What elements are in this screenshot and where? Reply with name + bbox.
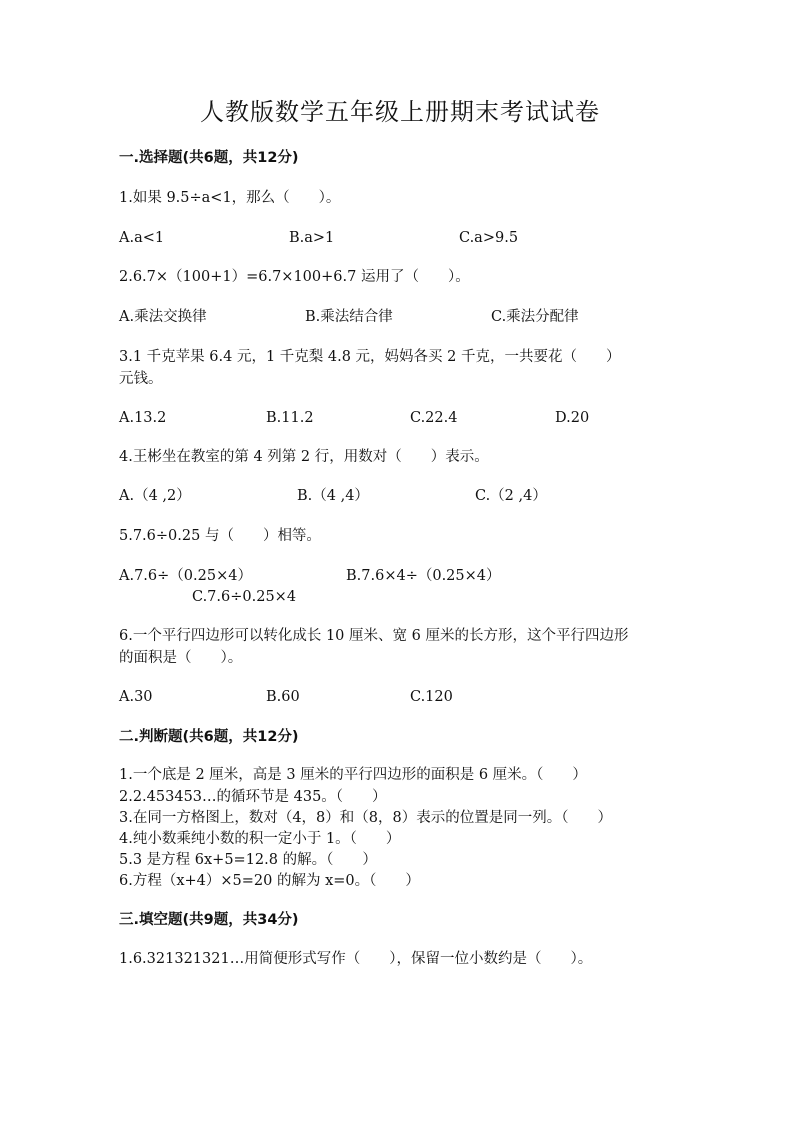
choice-q4-option-a: A.（4 ,2）: [119, 488, 191, 504]
choice-q3-option-d: D.20: [555, 410, 590, 426]
choice-q2-option-b: B.乘法结合律: [305, 309, 393, 325]
choice-q6-option-c: C.120: [410, 689, 453, 705]
choice-q6-option-b: B.60: [266, 689, 300, 705]
true-false-question-1: 1.一个底是 2 厘米，高是 3 厘米的平行四边形的面积是 6 厘米。（ ）: [119, 767, 587, 783]
fill-in-question-1: 1.6.321321321…用简便形式写作（ ），保留一位小数约是（ ）。: [119, 951, 593, 967]
choice-q1-option-c: C.a>9.5: [459, 230, 519, 246]
choice-q4-option-b: B.（4 ,4）: [297, 488, 369, 504]
true-false-question-6: 6.方程（x+4）×5=20 的解为 x=0。（ ）: [119, 873, 420, 889]
choice-question-5: 5.7.6÷0.25 与（ ）相等。: [119, 528, 321, 544]
choice-question-3-line2: 元钱。: [119, 371, 163, 387]
choice-q2-option-a: A.乘法交换律: [119, 309, 207, 325]
choice-question-4: 4.王彬坐在教室的第 4 列第 2 行，用数对（ ）表示。: [119, 449, 489, 465]
choice-q5-option-a: A.7.6÷（0.25×4）: [119, 568, 252, 584]
section-heading-true-false: 二.判断题(共6题，共12分): [119, 729, 299, 745]
choice-question-1: 1.如果 9.5÷a<1，那么（ ）。: [119, 190, 341, 206]
choice-q3-option-c: C.22.4: [410, 410, 458, 426]
true-false-question-5: 5.3 是方程 6x+5=12.8 的解。（ ）: [119, 852, 377, 868]
choice-question-6-line1: 6.一个平行四边形可以转化成长 10 厘米、宽 6 厘米的长方形，这个平行四边形: [119, 628, 629, 644]
choice-q6-option-a: A.30: [119, 689, 153, 705]
choice-q4-option-c: C.（2 ,4）: [475, 488, 547, 504]
exam-title: 人教版数学五年级上册期末考试试卷: [200, 98, 600, 126]
section-heading-fill-in: 三.填空题(共9题，共34分): [119, 912, 299, 928]
choice-q1-option-b: B.a>1: [289, 230, 335, 246]
true-false-question-3: 3.在同一方格图上，数对（4，8）和（8，8）表示的位置是同一列。（ ）: [119, 810, 612, 826]
true-false-question-4: 4.纯小数乘纯小数的积一定小于 1。（ ）: [119, 831, 401, 847]
choice-q3-option-a: A.13.2: [119, 410, 167, 426]
choice-q5-option-c: C.7.6÷0.25×4: [192, 589, 297, 605]
choice-q2-option-c: C.乘法分配律: [491, 309, 579, 325]
choice-q3-option-b: B.11.2: [266, 410, 314, 426]
choice-question-2: 2.6.7×（100+1）=6.7×100+6.7 运用了（ ）。: [119, 269, 470, 285]
choice-q5-option-b: B.7.6×4÷（0.25×4）: [346, 568, 501, 584]
choice-question-3-line1: 3.1 千克苹果 6.4 元，1 千克梨 4.8 元，妈妈各买 2 千克，一共要花（ ）: [119, 349, 621, 365]
section-heading-choice: 一.选择题(共6题，共12分): [119, 150, 299, 166]
choice-q1-option-a: A.a<1: [119, 230, 165, 246]
true-false-question-2: 2.2.453453…的循环节是 435。（ ）: [119, 789, 387, 805]
choice-question-6-line2: 的面积是（ ）。: [119, 650, 243, 666]
